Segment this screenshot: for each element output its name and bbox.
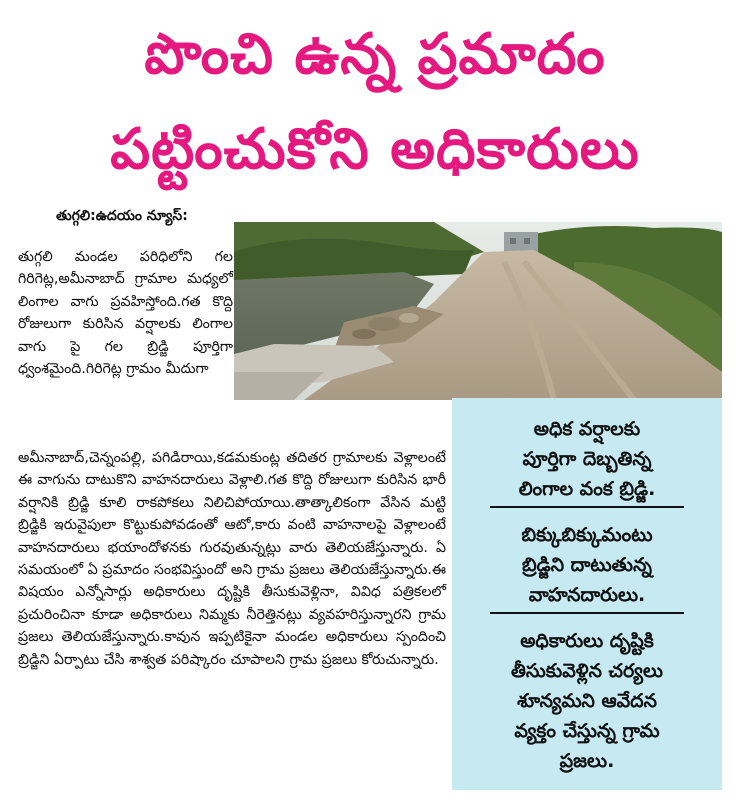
byline: తుగ్గలి:ఉదయం న్యూస్: bbox=[56, 208, 188, 224]
caption-line: ప్రజలు. bbox=[559, 750, 615, 772]
headline-line-2: పట్టించుకోని అధికారులు bbox=[110, 117, 640, 182]
caption-villagers-complaint bbox=[452, 626, 722, 776]
article-body-top: తుగ్గలి మండల పరిధిలోని గల గిరిగెట్ల,అమీనాబాద్ గ్రామాల మధ్యలో లింగాల వాగు ప్రవహిస్తోంది.గత కొద్ది రోజులుగా కురిసిన వర్షాలకు లింగాల వాగు పై గల బ్రిడ్జి పూర్తిగా ధ్వంశమైంది.గిరిగెట్ల గ్రామం మీదుగా bbox=[18, 249, 233, 378]
caption-damaged-bridge bbox=[452, 414, 722, 504]
caption-line: శూన్యమని ఆవేదన bbox=[517, 690, 657, 712]
caption-divider bbox=[490, 612, 684, 614]
caption-line: బ్రిడ్జిని దాటుతున్న bbox=[521, 554, 652, 576]
caption-line: బిక్కుబిక్కుమంటు bbox=[521, 524, 653, 546]
caption-line: వాహనదారులు. bbox=[528, 584, 646, 606]
caption-line: అధికారులు దృష్టికి bbox=[520, 630, 654, 652]
highlight-box bbox=[452, 398, 722, 790]
caption-crossing-vehicles bbox=[452, 520, 722, 610]
bridge-photo-image bbox=[234, 222, 722, 400]
caption-line: పూర్తిగా దెబ్బతిన్న bbox=[522, 448, 652, 470]
article-body-main: అమీనాబాద్,చెన్నంపల్లి, పగిడిరాయి,కడమకుంట్ల తదితర గ్రామాలకు వెళ్లాలంటే ఈ వాగును దాటుకొని వాహనదారులు వెళ్లాలి.గత కొద్ది రోజులుగా కురిసిన భారీ వర్షానికి బ్రిడ్జి కూలి రాకపోకలు నిలిచిపోయాయి.తాత్కాలికంగా వేసిన మట్టి బ్రిడ్జికి ఇరువైపులా కొట్టుకుపోవడంతో ఆటో,కారు వంటి వాహనాలపై వెళ్లాలంటే వాహనదారులు భయాందోళనకు గురవుతున్నట్లు వారు తెలియజేస్తున్నారు. ఏ సమయంలో ఏ ప్రమాదం సంభవిస్తుందో అని గ్రామ ప్రజలు తెలియజేస్తున్నారు.ఈ విషయం ఎన్నోసార్లు అధికారులు దృష్టికి తీసుకువెళ్లినా, వివిధ పత్రికలలో ప్రచురించినా కూడా అధికారులు నిమ్మకు నీరెత్తినట్లు వ్యవహరిస్తున్నారని గ్రామ ప్రజలు తెలియజేస్తున్నారు.కావున ఇప్పటికైనా మండల అధికారులు స్పందించి బ్రిడ్జిని ఏర్పాటు చేసి శాశ్వత పరిష్కారం చూపాలని గ్రామ ప్రజలు కోరుచున్నారు. bbox=[18, 450, 446, 668]
caption-line: అధిక వర్షాలకు bbox=[533, 418, 641, 440]
caption-line: వ్యక్తం చేస్తున్న గ్రామ bbox=[514, 720, 660, 742]
headline-line-1: పొంచి ఉన్న ప్రమాదం bbox=[144, 22, 606, 87]
caption-line: తీసుకువెళ్లిన చర్యలు bbox=[510, 660, 663, 682]
caption-line: లింగాల వంక బ్రిడ్జి. bbox=[518, 478, 656, 500]
bridge-photo bbox=[234, 222, 722, 400]
caption-divider bbox=[490, 506, 684, 508]
